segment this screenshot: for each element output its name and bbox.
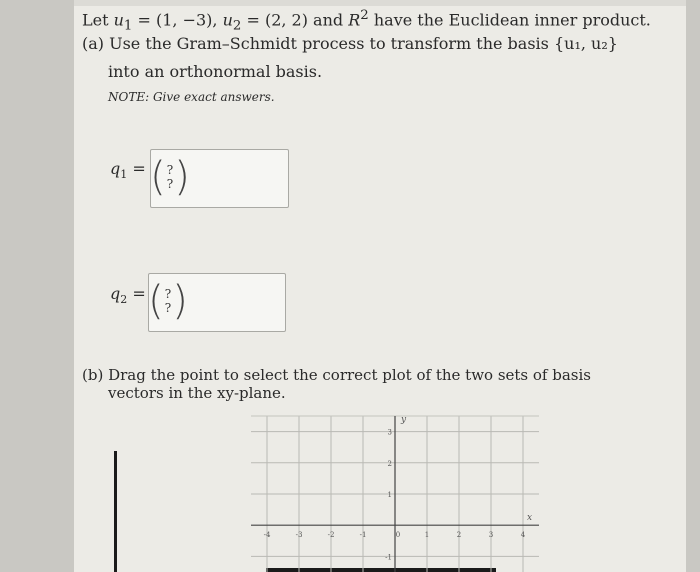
x-axis-label: x (527, 513, 533, 524)
y-tick-label: -1 (385, 553, 392, 562)
part-a-text-continued: into an orthonormal basis. (108, 62, 323, 81)
x-tick-label: 3 (488, 531, 494, 540)
part-b-text: (b) Drag the point to select the correct plot of the two sets of basis (82, 366, 591, 384)
q2-entry-2[interactable]: ? (164, 301, 172, 315)
q1-vector-input[interactable]: ( ? ? ) (150, 154, 190, 200)
y-tick-label: 3 (387, 428, 392, 437)
q2-answer-box[interactable] (148, 273, 286, 332)
part-b-text-continued: vectors in the xy-plane. (108, 384, 286, 402)
q2-label: $q_2$ = (110, 284, 146, 307)
x-tick-label: -4 (263, 531, 271, 540)
part-a-text: (a) Use the Gram–Schmidt process to transform the basis {u₁, u₂} (82, 34, 618, 53)
question-panel (74, 0, 686, 572)
question-intro: Let $u_1 = (1$, −3), $u_2 = (2$, 2) and $R^2$ have the Euclidean inner product. (82, 8, 651, 34)
drag-slider-track[interactable] (114, 451, 117, 572)
x-tick-label: 4 (520, 531, 526, 540)
x-tick-label: -1 (359, 531, 367, 540)
x-tick-label: 0 (395, 531, 401, 540)
x-tick-label: -2 (327, 531, 335, 540)
x-tick-label: 2 (456, 531, 462, 540)
y-tick-label: 1 (387, 491, 392, 499)
q1-answer-box[interactable] (150, 149, 289, 208)
q1-label: $q_1$ = (110, 159, 146, 182)
q1-entry-1[interactable]: ? (166, 163, 174, 177)
y-axis-label: y (401, 415, 407, 425)
q2-entry-1[interactable]: ? (164, 287, 172, 301)
y-tick-label: 2 (387, 459, 392, 468)
note-text: NOTE: Give exact answers. (108, 90, 275, 104)
basis-plot[interactable] (239, 412, 549, 572)
panel-edge (74, 0, 686, 6)
q2-vector-input[interactable]: ( ? ? ) (148, 278, 188, 324)
x-tick-label: -3 (295, 531, 303, 540)
x-tick-label: 1 (424, 531, 430, 540)
q1-entry-2[interactable]: ? (166, 177, 174, 191)
